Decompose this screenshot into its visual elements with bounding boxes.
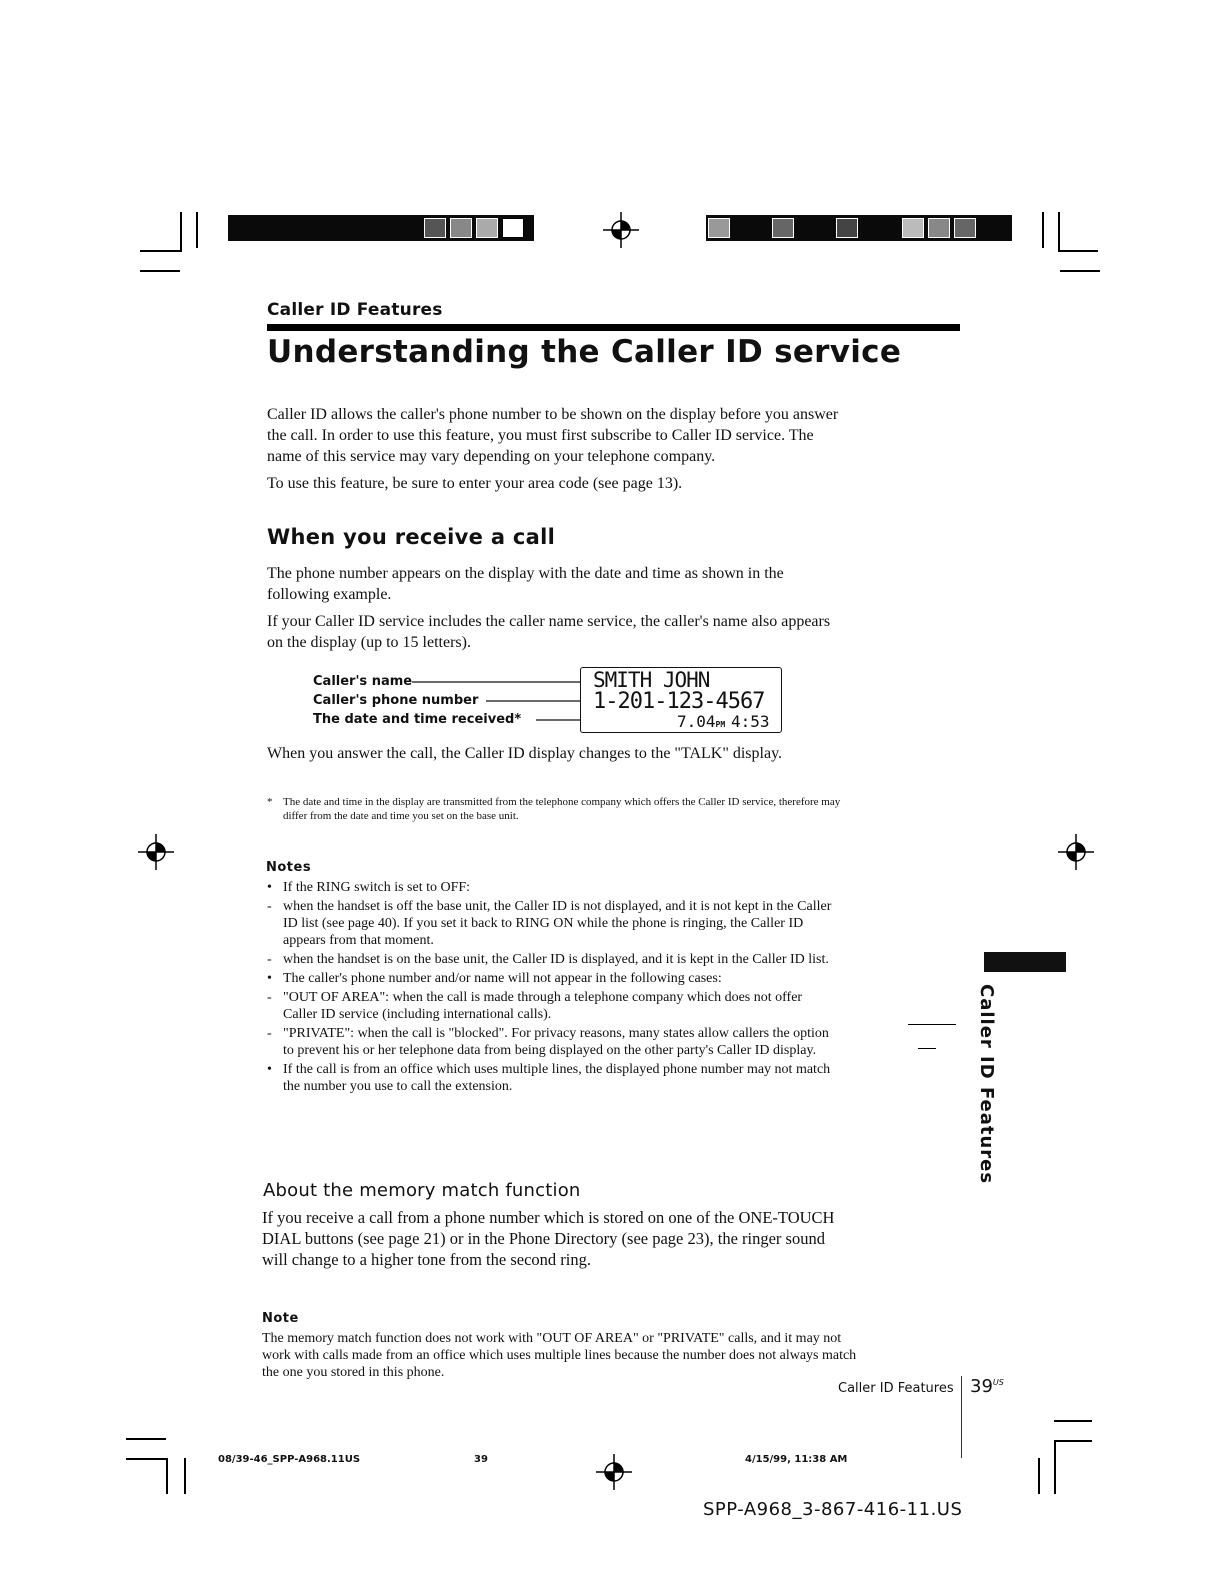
color-tile: [424, 218, 446, 238]
note-text: "PRIVATE": when the call is "blocked". For privacy reasons, many states allow callers the option to prevent his or her telephone data from being displayed on the other party's Caller ID display.: [283, 1026, 829, 1058]
page-number-value: 39: [970, 1376, 993, 1397]
answer-paragraph: When you answer the call, the Caller ID display changes to the "TALK" display.: [267, 745, 783, 762]
color-tile: [902, 218, 924, 238]
crop-mark: [1054, 1440, 1056, 1494]
receive-block: [267, 563, 842, 659]
footer-divider: [961, 1376, 962, 1458]
color-tile: [502, 218, 524, 238]
margin-dash: [918, 1048, 936, 1049]
crop-mark: [1054, 1420, 1092, 1422]
bullet-mark: •: [267, 880, 272, 895]
dash-mark: -: [267, 990, 272, 1005]
bullet-mark: •: [267, 971, 272, 986]
note-item: [267, 1025, 834, 1059]
note-title: Note: [262, 1311, 299, 1326]
caller-id-display: [580, 667, 782, 733]
color-bar-right: [706, 215, 1012, 241]
crop-mark: [126, 1438, 166, 1440]
note-item: [267, 989, 834, 1023]
page-number-suffix: US: [992, 1378, 1004, 1387]
memory-note: The memory match function does not work with "OUT OF AREA" or "PRIVATE" calls, and it may not work with calls made from an office which uses multiple lines because the number does not always match the one you stored in this phone.: [262, 1331, 857, 1380]
intro-block: [267, 404, 842, 500]
note-text: The caller's phone number and/or name will not appear in the following cases:: [283, 971, 722, 986]
note-item: [267, 951, 834, 968]
page-title: Understanding the Caller ID service: [267, 334, 902, 370]
print-page: 39: [474, 1454, 488, 1465]
crop-mark: [140, 270, 180, 272]
receive-paragraph: If your Caller ID service includes the caller name service, the caller's name also appears on the display (up to 15 letters).: [267, 613, 831, 651]
bullet-mark: •: [267, 1062, 272, 1077]
print-file: 08/39-46_SPP-A968.11US: [218, 1454, 361, 1465]
crop-mark: [166, 1458, 168, 1494]
registration-target-icon: [138, 834, 174, 870]
note-text: when the handset is off the base unit, the Caller ID is not displayed, and it is not kept in the Caller ID list (see page 40). If you set it back to RING ON while the phone is ringing, the Caller ID appears from that moment.: [283, 899, 832, 948]
display-name: SMITH JOHN: [593, 668, 710, 692]
registration-target-icon: [596, 1454, 632, 1490]
dash-mark: -: [267, 952, 272, 967]
section-rule: [267, 324, 960, 331]
registration-target-icon: [1058, 834, 1094, 870]
side-tab-marker: [984, 952, 1066, 972]
display-label-name: Caller's name: [313, 674, 413, 689]
crop-mark: [140, 250, 180, 252]
crop-mark: [180, 212, 182, 252]
registration-target-icon: [603, 212, 639, 248]
section-heading: About the memory match function: [263, 1180, 581, 1201]
display-label-number: Caller's phone number: [313, 693, 479, 708]
notes-title: Notes: [266, 860, 312, 875]
color-bar-left: [228, 215, 534, 241]
display-ampm: PM: [715, 720, 726, 729]
note-text: when the handset is on the base unit, the Caller ID is displayed, and it is kept in the Caller ID list.: [283, 952, 829, 967]
footnote-text: The date and time in the display are transmitted from the telephone company which offers the Caller ID service, therefore may differ from the date and time you set on the base unit.: [283, 796, 841, 822]
color-tile: [836, 218, 858, 238]
crop-mark: [184, 1458, 186, 1494]
intro-paragraph: Caller ID allows the caller's phone number to be shown on the display before you answer the call. In order to use this feature, you must first subscribe to Caller ID service. The name of this service may vary depending on your telephone company.: [267, 406, 839, 465]
section-label: Caller ID Features: [267, 300, 443, 320]
notes-list: [267, 879, 834, 1097]
dash-mark: -: [267, 1026, 272, 1041]
color-tile: [772, 218, 794, 238]
document-code: SPP-A968_3-867-416-11.US: [703, 1499, 963, 1520]
crop-mark: [1038, 1458, 1040, 1494]
dash-mark: -: [267, 899, 272, 914]
color-tile: [708, 218, 730, 238]
footnote: [267, 795, 843, 823]
display-label-date: The date and time received*: [313, 712, 522, 727]
crop-mark: [1060, 270, 1100, 272]
print-datetime: 4/15/99, 11:38 AM: [745, 1454, 848, 1465]
crop-mark: [126, 1458, 168, 1460]
crop-mark: [1058, 250, 1098, 252]
intro-paragraph: To use this feature, be sure to enter your area code (see page 13).: [267, 475, 683, 492]
side-tab-label: Caller ID Features: [976, 984, 997, 1185]
margin-dash: [908, 1024, 956, 1025]
display-date: [677, 712, 725, 731]
display-date-value: 7.04: [677, 712, 716, 731]
crop-mark: [1058, 212, 1060, 252]
receive-paragraph: The phone number appears on the display with the date and time as shown in the following example.: [267, 565, 784, 603]
crop-mark: [196, 212, 198, 248]
color-tile: [954, 218, 976, 238]
display-number: 1-201-123-4567: [593, 689, 765, 714]
footer-section: Caller ID Features: [838, 1381, 954, 1396]
note-item: [267, 879, 834, 896]
section-heading: When you receive a call: [267, 525, 556, 549]
color-tile: [476, 218, 498, 238]
crop-mark: [1042, 212, 1044, 248]
note-text: If the call is from an office which uses multiple lines, the displayed phone number may not match the number you use to call the extension.: [283, 1062, 831, 1094]
note-item: [267, 898, 834, 949]
note-item: [267, 1061, 834, 1095]
note-item: [267, 970, 834, 987]
crop-mark: [1054, 1440, 1092, 1442]
footnote-mark: *: [267, 796, 273, 808]
display-leader-lines: [410, 672, 590, 734]
page-number: [970, 1376, 1004, 1397]
note-text: If the RING switch is set to OFF:: [283, 880, 471, 895]
memory-paragraph: If you receive a call from a phone number which is stored on one of the ONE-TOUCH DIAL buttons (see page 21) or in the Phone Directory (see page 23), the ringer sound will change to a higher tone from the second ring.: [262, 1208, 835, 1269]
note-text: "OUT OF AREA": when the call is made through a telephone company which does not offer Caller ID service (including international calls).: [283, 990, 803, 1022]
color-tile: [928, 218, 950, 238]
display-time: 4:53: [731, 712, 770, 731]
color-tile: [450, 218, 472, 238]
